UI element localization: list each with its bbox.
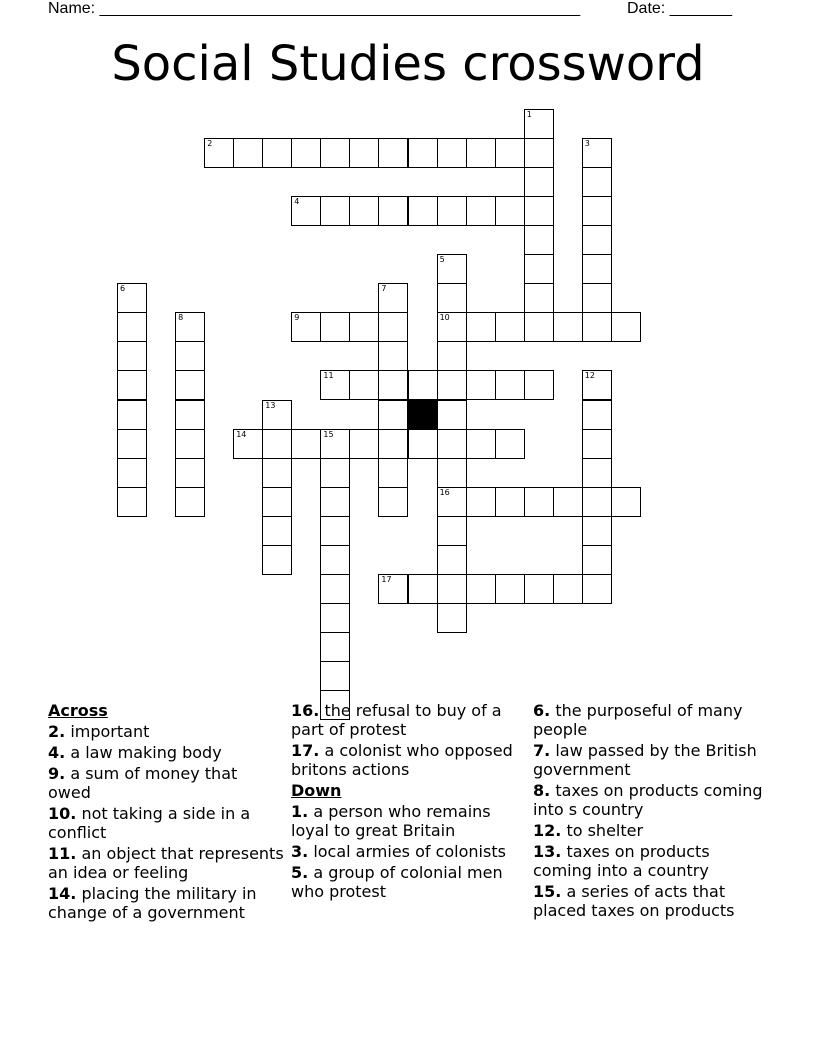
grid-cell[interactable] bbox=[582, 196, 612, 226]
grid-cell[interactable] bbox=[408, 370, 438, 400]
clue-across-4: 4. a law making body bbox=[48, 743, 222, 762]
grid-cell[interactable] bbox=[349, 138, 379, 168]
grid-cell[interactable] bbox=[437, 196, 467, 226]
across-heading: Across bbox=[48, 701, 108, 720]
grid-cell[interactable] bbox=[408, 429, 438, 459]
grid-cell[interactable] bbox=[378, 196, 408, 226]
grid-cell[interactable] bbox=[553, 487, 583, 517]
grid-cell[interactable] bbox=[582, 225, 612, 255]
grid-cell[interactable] bbox=[437, 429, 467, 459]
grid-cell[interactable] bbox=[320, 487, 350, 517]
clue-number: 5 bbox=[439, 255, 445, 265]
clue-across-14: 14. placing the military in change of a government bbox=[48, 884, 257, 922]
clue-across-10: 10. not taking a side in a conflict bbox=[48, 804, 251, 842]
grid-cell[interactable] bbox=[582, 312, 612, 342]
grid-cell[interactable] bbox=[466, 138, 496, 168]
grid-cell[interactable] bbox=[378, 458, 408, 488]
clue-number: 1 bbox=[526, 110, 532, 119]
down-heading: Down bbox=[291, 781, 342, 800]
grid-cell[interactable] bbox=[437, 400, 467, 430]
grid-cell[interactable] bbox=[495, 196, 525, 226]
grid-cell[interactable] bbox=[291, 138, 321, 168]
grid-cell[interactable] bbox=[349, 370, 379, 400]
grid-cell[interactable] bbox=[524, 167, 554, 197]
grid-cell[interactable] bbox=[117, 429, 147, 459]
grid-cell[interactable] bbox=[320, 661, 350, 691]
clue-down-8: 8. taxes on products coming into s country bbox=[533, 781, 763, 819]
grid-cell[interactable] bbox=[582, 254, 612, 284]
clue-number: 7 bbox=[381, 284, 387, 294]
clue-number: 14 bbox=[236, 429, 247, 439]
grid-cell[interactable] bbox=[466, 429, 496, 459]
grid-cell[interactable] bbox=[204, 138, 234, 168]
grid-cell[interactable] bbox=[320, 632, 350, 662]
grid-cell[interactable] bbox=[524, 254, 554, 284]
grid-cell[interactable] bbox=[553, 312, 583, 342]
grid-cell[interactable] bbox=[378, 312, 408, 342]
clue-number: 13 bbox=[265, 400, 276, 410]
grid-cell[interactable] bbox=[378, 138, 408, 168]
grid-cell[interactable] bbox=[524, 312, 554, 342]
clue-number: 15 bbox=[323, 429, 334, 439]
clue-down-6: 6. the purposeful of many people bbox=[533, 701, 743, 739]
grid-cell[interactable] bbox=[175, 400, 205, 430]
grid-cell[interactable] bbox=[262, 545, 292, 575]
clue-number: 4 bbox=[294, 197, 300, 207]
grid-cell[interactable] bbox=[291, 429, 321, 459]
grid-cell[interactable] bbox=[524, 283, 554, 313]
clue-number: 11 bbox=[323, 371, 334, 381]
grid-cell[interactable] bbox=[524, 487, 554, 517]
date-field[interactable]: Date: _______ bbox=[627, 0, 732, 17]
black-square bbox=[408, 400, 438, 430]
grid-cell[interactable] bbox=[320, 545, 350, 575]
name-field[interactable]: Name: ______________________________________________________ bbox=[48, 0, 581, 17]
grid-cell[interactable] bbox=[175, 458, 205, 488]
clue-across-16: 16. the refusal to buy of a part of protest bbox=[291, 701, 502, 739]
grid-cell[interactable] bbox=[524, 196, 554, 226]
grid-cell[interactable] bbox=[320, 458, 350, 488]
grid-cell[interactable] bbox=[553, 574, 583, 604]
grid-cell[interactable] bbox=[466, 370, 496, 400]
grid-cell[interactable] bbox=[378, 370, 408, 400]
grid-cell[interactable] bbox=[437, 458, 467, 488]
grid-cell[interactable] bbox=[495, 487, 525, 517]
clue-across-11: 11. an object that represents an idea or feeling bbox=[48, 844, 284, 882]
grid-cell[interactable] bbox=[408, 196, 438, 226]
grid-cell[interactable] bbox=[437, 574, 467, 604]
clue-number: 3 bbox=[584, 139, 590, 149]
grid-cell[interactable] bbox=[582, 574, 612, 604]
clue-number: 10 bbox=[439, 313, 450, 323]
grid-cell[interactable] bbox=[262, 458, 292, 488]
grid-cell[interactable] bbox=[524, 109, 554, 139]
grid-cell[interactable] bbox=[495, 370, 525, 400]
grid-cell[interactable] bbox=[117, 400, 147, 430]
grid-cell[interactable] bbox=[233, 429, 263, 459]
clue-down-1: 1. a person who remains loyal to great Britain bbox=[291, 802, 491, 840]
grid-cell[interactable] bbox=[582, 167, 612, 197]
grid-cell[interactable] bbox=[495, 429, 525, 459]
clue-across-9: 9. a sum of money that owed bbox=[48, 764, 238, 802]
clue-column-1 bbox=[48, 701, 284, 924]
clue-column-3 bbox=[533, 701, 769, 922]
grid-cell[interactable] bbox=[582, 458, 612, 488]
clues-section bbox=[48, 701, 768, 1001]
clue-column-2 bbox=[291, 701, 527, 903]
grid-cell[interactable] bbox=[524, 138, 554, 168]
grid-cell[interactable] bbox=[524, 574, 554, 604]
clue-down-7: 7. law passed by the British government bbox=[533, 741, 757, 779]
grid-cell[interactable] bbox=[437, 603, 467, 633]
grid-cell[interactable] bbox=[495, 138, 525, 168]
grid-cell[interactable] bbox=[437, 312, 467, 342]
grid-cell[interactable] bbox=[582, 400, 612, 430]
grid-cell[interactable] bbox=[378, 574, 408, 604]
grid-cell[interactable] bbox=[437, 138, 467, 168]
grid-cell[interactable] bbox=[320, 516, 350, 546]
grid-cell[interactable] bbox=[582, 429, 612, 459]
grid-cell[interactable] bbox=[408, 138, 438, 168]
clue-number: 17 bbox=[381, 574, 392, 584]
clue-across-2: 2. important bbox=[48, 722, 150, 741]
grid-cell[interactable] bbox=[378, 341, 408, 371]
grid-cell[interactable] bbox=[320, 429, 350, 459]
grid-cell[interactable] bbox=[582, 138, 612, 168]
grid-cell[interactable] bbox=[175, 429, 205, 459]
clue-down-13: 13. taxes on products coming into a country bbox=[533, 842, 710, 880]
grid-cell[interactable] bbox=[349, 196, 379, 226]
grid-cell[interactable] bbox=[378, 283, 408, 313]
grid-cell[interactable] bbox=[437, 254, 467, 284]
grid-cell[interactable] bbox=[466, 574, 496, 604]
grid-cell[interactable] bbox=[175, 341, 205, 371]
clue-across-17: 17. a colonist who opposed britons actions bbox=[291, 741, 513, 779]
grid-cell[interactable] bbox=[262, 138, 292, 168]
grid-cell[interactable] bbox=[466, 487, 496, 517]
grid-cell[interactable] bbox=[495, 574, 525, 604]
grid-cell[interactable] bbox=[437, 545, 467, 575]
grid-cell[interactable] bbox=[117, 370, 147, 400]
grid-cell[interactable] bbox=[233, 138, 263, 168]
clue-number: 16 bbox=[439, 487, 450, 497]
grid-cell[interactable] bbox=[524, 225, 554, 255]
grid-cell[interactable] bbox=[524, 370, 554, 400]
grid-cell[interactable] bbox=[320, 138, 350, 168]
grid-cell[interactable] bbox=[320, 574, 350, 604]
grid-cell[interactable] bbox=[437, 341, 467, 371]
grid-cell[interactable] bbox=[466, 196, 496, 226]
grid-cell[interactable] bbox=[437, 516, 467, 546]
grid-cell[interactable] bbox=[117, 458, 147, 488]
grid-cell[interactable] bbox=[582, 516, 612, 546]
grid-cell[interactable] bbox=[437, 370, 467, 400]
grid-cell[interactable] bbox=[408, 574, 438, 604]
grid-cell[interactable] bbox=[378, 487, 408, 517]
clue-number: 6 bbox=[120, 284, 126, 294]
clue-number: 12 bbox=[584, 371, 595, 381]
grid-cell[interactable] bbox=[117, 341, 147, 371]
grid-cell[interactable] bbox=[437, 487, 467, 517]
grid-cell[interactable] bbox=[320, 196, 350, 226]
grid-cell[interactable] bbox=[582, 370, 612, 400]
grid-cell[interactable] bbox=[175, 487, 205, 517]
grid-cell[interactable] bbox=[320, 603, 350, 633]
grid-cell[interactable] bbox=[466, 312, 496, 342]
clue-down-5: 5. a group of colonial men who protest bbox=[291, 863, 503, 901]
grid-cell[interactable] bbox=[437, 283, 467, 313]
grid-cell[interactable] bbox=[378, 429, 408, 459]
grid-cell[interactable] bbox=[320, 312, 350, 342]
grid-cell[interactable] bbox=[378, 400, 408, 430]
clue-number: 8 bbox=[178, 313, 184, 323]
grid-cell[interactable] bbox=[262, 429, 292, 459]
grid-cell[interactable] bbox=[175, 370, 205, 400]
grid-cell[interactable] bbox=[117, 487, 147, 517]
clue-number: 9 bbox=[294, 313, 300, 323]
page-title: Social Studies crossword bbox=[111, 36, 705, 92]
grid-cell[interactable] bbox=[495, 312, 525, 342]
grid-cell[interactable] bbox=[582, 487, 612, 517]
grid-cell[interactable] bbox=[582, 545, 612, 575]
grid-cell[interactable] bbox=[611, 487, 641, 517]
grid-cell[interactable] bbox=[117, 283, 147, 313]
grid-cell[interactable] bbox=[262, 487, 292, 517]
clue-down-3: 3. local armies of colonists bbox=[291, 842, 506, 861]
grid-cell[interactable] bbox=[349, 312, 379, 342]
grid-cell[interactable] bbox=[611, 312, 641, 342]
grid-cell[interactable] bbox=[320, 370, 350, 400]
grid-cell[interactable] bbox=[291, 312, 321, 342]
clue-number: 2 bbox=[207, 139, 213, 149]
grid-cell[interactable] bbox=[582, 283, 612, 313]
clue-down-15: 15. a series of acts that placed taxes on products bbox=[533, 882, 735, 920]
grid-cell[interactable] bbox=[262, 400, 292, 430]
grid-cell[interactable] bbox=[349, 429, 379, 459]
grid-cell[interactable] bbox=[175, 312, 205, 342]
grid-cell[interactable] bbox=[117, 312, 147, 342]
clue-down-12: 12. to shelter bbox=[533, 821, 644, 840]
grid-cell[interactable] bbox=[291, 196, 321, 226]
grid-cell[interactable] bbox=[262, 516, 292, 546]
